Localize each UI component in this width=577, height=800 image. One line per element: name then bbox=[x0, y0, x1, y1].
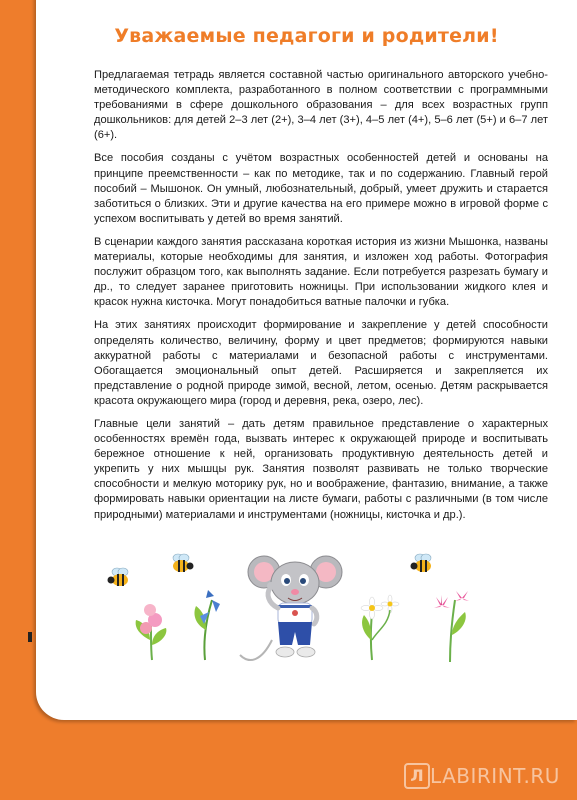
paragraph-2: Все пособия созданы с учётом возрастных особенностей детей и основаны на принципе преемственности – как по методике, так и по содержанию. Главный герой пособий – Мышонок. Он умный, любознательный, добрый, умеет дружить и старается заботиться о близких. Эти и другие качества на его примере можно в игровой форме с успехом воспитывать у детей во время занятий. bbox=[94, 152, 548, 225]
paragraph-5: Главные цели занятий – дать детям правильное представление о характерных особенностях времён года, вызвать интерес к окружающей природе и воспитывать бережное отношение к ней, организовать продуктивную деятельность детей и укрепить у них мышцы рук. Занятия позволят развивать не только творческие способности и мелкую моторику рук, но и воображение, фантазию, внимание, а также формировать навыки ориентации на листе бумаги, работы с различными (в том числе природными) материалами и инструментами (ножницы, кисточка и др.). bbox=[94, 417, 548, 521]
watermark: LABIRINT.RU bbox=[430, 764, 560, 788]
flower-icon bbox=[194, 590, 220, 660]
bee-icon bbox=[108, 568, 129, 586]
paragraph-3: В сценарии каждого занятия рассказана короткая история из жизни Мышонка, названы материалы, которые необходимы для занятия, и изложен ход работы. Фотография послужит образцом того, как выполнять задание. Если потребуется разрезать бумагу и др., то следует заранее приготовить ножницы. При использовании жидкого клея и красок нужна кисточка. Могут понадобиться ватные палочки и губка. bbox=[94, 235, 548, 309]
page-title: Уважаемые педагоги и родители! bbox=[114, 25, 499, 47]
paragraph-1: Предлагаемая тетрадь является составной частью оригинального авторского учебно-методического комплекта, разработанного в полном соответствии с программными требованиями в сфере дошкольного образования – для всех возрастных групп дошкольников: для детей 2–3 лет (2+), 3–4 лет (3+), 4–5 лет (4+), 5–6 лет (5+) и 6–7 лет (6+). bbox=[94, 69, 548, 142]
bee-icon bbox=[411, 554, 432, 572]
flower-icon bbox=[361, 595, 399, 660]
paragraph-4: На этих занятиях происходит формирование и закрепление у детей способности определять количество, величину, форму и цвет предметов; формируются навыки аккуратной работы с материалами и безопасной работы с инструментами. Обогащается эмоциональный опыт детей. Расширяется и закрепляется их представление о родной природе зимой, весной, летом, осенью. Детям раскрывается красота окружающего мира (город и деревня, река, озеро, лес). bbox=[94, 319, 548, 407]
mouse-icon bbox=[240, 556, 342, 660]
flower-icon bbox=[136, 604, 167, 660]
bee-icon bbox=[173, 554, 194, 572]
flower-icon bbox=[434, 591, 469, 662]
watermark-logo: Л bbox=[404, 763, 430, 789]
